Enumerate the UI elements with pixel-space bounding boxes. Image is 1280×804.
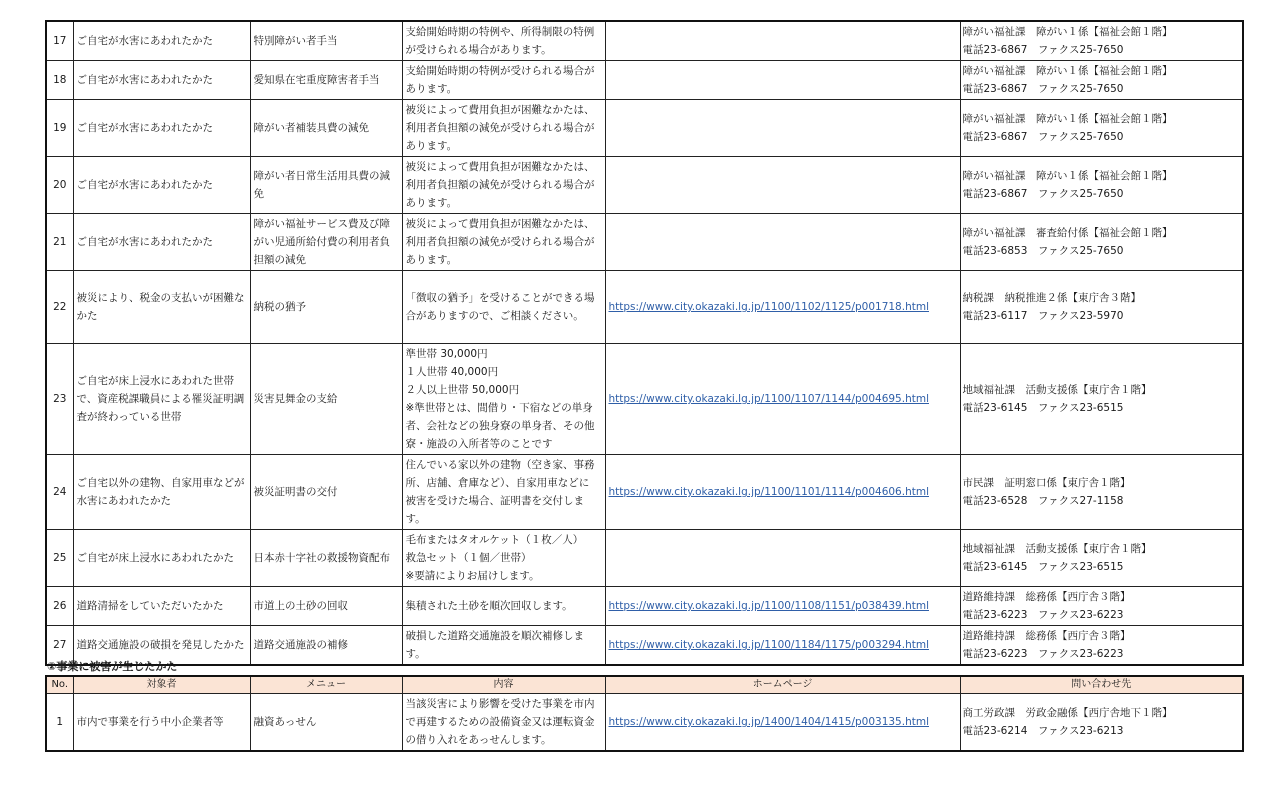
homepage-link[interactable]: https://www.city.okazaki.lg.jp/1100/1184/1175/p003294.html [608, 639, 929, 651]
content-line: 寮・施設の入所者等のことです [405, 438, 553, 450]
inquiry-department: 市民課 証明窓口係【東庁舎１階】 [962, 477, 1131, 489]
content-cell [402, 530, 605, 587]
content-line: 被災によって費用負担が困難なかたは、 [405, 161, 595, 173]
menu-cell: 災害見舞金の支給 [250, 344, 402, 455]
inquiry-department: 道路維持課 総務係【西庁舎３階】 [962, 591, 1131, 603]
content-cell [402, 271, 605, 344]
content-line: 被災によって費用負担が困難なかたは、 [405, 218, 595, 230]
row-number: 25 [46, 530, 73, 587]
menu-cell: 愛知県在宅重度障害者手当 [250, 61, 402, 100]
homepage-cell [605, 530, 960, 587]
homepage-link[interactable]: https://www.city.okazaki.lg.jp/1400/1404/1415/p003135.html [608, 716, 929, 728]
content-line: ２人以上世帯 50,000円 [405, 384, 520, 396]
row-number: 21 [46, 214, 73, 271]
content-line: 集積された土砂を順次回収します。 [405, 600, 573, 612]
inquiry-cell [960, 626, 1243, 666]
homepage-cell [605, 21, 960, 61]
relief-table [45, 20, 1244, 666]
homepage-cell [605, 344, 960, 455]
table-row [46, 21, 1243, 61]
content-cell [402, 344, 605, 455]
inquiry-cell [960, 214, 1243, 271]
content-line: 利用者負担額の減免が受けられる場合が [405, 122, 595, 134]
content-cell [402, 587, 605, 626]
target-cell: 被災により、税金の支払いが困難なかた [73, 271, 250, 344]
inquiry-cell [960, 694, 1243, 752]
header-menu: メニュー [250, 676, 402, 694]
target-cell: ご自宅が床上浸水にあわれたかた [73, 530, 250, 587]
content-line: あります。 [405, 197, 458, 209]
target-cell: ご自宅以外の建物、自家用車などが水害にあわれたかた [73, 455, 250, 530]
business-relief-table [45, 675, 1244, 752]
content-line: 合がありますので、ご相談ください。 [405, 310, 584, 322]
table-row [46, 271, 1243, 344]
homepage-cell [605, 455, 960, 530]
inquiry-cell [960, 530, 1243, 587]
inquiry-department: 障がい福祉課 障がい１係【福祉会館１階】 [962, 113, 1173, 125]
inquiry-department: 障がい福祉課 障がい１係【福祉会館１階】 [962, 170, 1173, 182]
row-number: 26 [46, 587, 73, 626]
homepage-cell [605, 694, 960, 752]
header-no: No. [46, 676, 73, 694]
inquiry-phone-fax: 電話23-6223 ファクス23-6223 [962, 609, 1124, 621]
homepage-cell [605, 271, 960, 344]
inquiry-department: 道路維持課 総務係【西庁舎３階】 [962, 630, 1131, 642]
inquiry-department: 地域福祉課 活動支援係【東庁舎１階】 [962, 384, 1152, 396]
row-number: 23 [46, 344, 73, 455]
content-line: 支給開始時期の特例や、所得制限の特例 [405, 26, 595, 38]
section-heading: ②事業に被害が生じたかた [47, 660, 178, 673]
homepage-cell [605, 100, 960, 157]
table-row [46, 100, 1243, 157]
inquiry-department: 障がい福祉課 障がい１係【福祉会館１階】 [962, 65, 1173, 77]
menu-cell: 日本赤十字社の救援物資配布 [250, 530, 402, 587]
menu-cell: 障がい者日常生活用具費の減免 [250, 157, 402, 214]
row-number: 17 [46, 21, 73, 61]
content-line: 準世帯 30,000円 [405, 348, 488, 360]
homepage-link[interactable]: https://www.city.okazaki.lg.jp/1100/1102/1125/p001718.html [608, 301, 929, 313]
inquiry-department: 障がい福祉課 審査給付係【福祉会館１階】 [962, 227, 1173, 239]
content-line: す。 [405, 648, 426, 660]
inquiry-cell [960, 587, 1243, 626]
content-line: 住んでいる家以外の建物（空き家、事務 [405, 459, 595, 471]
content-line: 「徴収の猶予」を受けることができる場 [405, 292, 595, 304]
inquiry-phone-fax: 電話23-6867 ファクス25-7650 [962, 188, 1124, 200]
content-line: あります。 [405, 83, 458, 95]
row-number: 19 [46, 100, 73, 157]
table-row [46, 455, 1243, 530]
content-cell [402, 61, 605, 100]
inquiry-cell [960, 455, 1243, 530]
row-number: 1 [46, 694, 73, 752]
content-line: 所、店舗、倉庫など）、自家用車などに [405, 477, 590, 489]
inquiry-phone-fax: 電話23-6214 ファクス23-6213 [962, 725, 1124, 737]
row-number: 24 [46, 455, 73, 530]
target-cell: ご自宅が床上浸水にあわれた世帯で、資産税課職員による罹災証明調査が終わっている世帯 [73, 344, 250, 455]
target-cell: 道路交通施設の破損を発見したかた [73, 626, 250, 666]
table-row [46, 61, 1243, 100]
inquiry-cell [960, 21, 1243, 61]
inquiry-phone-fax: 電話23-6145 ファクス23-6515 [962, 561, 1124, 573]
inquiry-phone-fax: 電話23-6223 ファクス23-6223 [962, 648, 1124, 660]
inquiry-cell [960, 61, 1243, 100]
menu-cell: 障がい福祉サービス費及び障がい児通所給付費の利用者負担額の減免 [250, 214, 402, 271]
row-number: 27 [46, 626, 73, 666]
header-inquiry: 問い合わせ先 [960, 676, 1243, 694]
inquiry-cell [960, 344, 1243, 455]
header-content: 内容 [402, 676, 605, 694]
table-row [46, 530, 1243, 587]
header-row [46, 676, 1243, 694]
content-cell [402, 100, 605, 157]
inquiry-phone-fax: 電話23-6867 ファクス25-7650 [962, 44, 1124, 56]
header-homepage: ホームページ [605, 676, 960, 694]
content-line: 毛布またはタオルケット（１枚／人） [405, 534, 584, 546]
menu-cell: 道路交通施設の補修 [250, 626, 402, 666]
content-line: 救急セット（１個／世帯） [405, 552, 532, 564]
inquiry-phone-fax: 電話23-6853 ファクス25-7650 [962, 245, 1124, 257]
menu-cell: 市道上の土砂の回収 [250, 587, 402, 626]
inquiry-phone-fax: 電話23-6117 ファクス23-5970 [962, 310, 1124, 322]
inquiry-cell [960, 157, 1243, 214]
inquiry-department: 納税課 納税推進２係【東庁舎３階】 [962, 292, 1141, 304]
menu-cell: 被災証明書の交付 [250, 455, 402, 530]
inquiry-phone-fax: 電話23-6145 ファクス23-6515 [962, 402, 1124, 414]
menu-cell: 融資あっせん [250, 694, 402, 752]
content-cell [402, 626, 605, 666]
content-line: 被害を受けた場合、証明書を交付しま [405, 495, 584, 507]
inquiry-phone-fax: 電話23-6867 ファクス25-7650 [962, 131, 1124, 143]
row-number: 18 [46, 61, 73, 100]
content-cell [402, 214, 605, 271]
table-row [46, 694, 1243, 752]
homepage-cell [605, 157, 960, 214]
inquiry-phone-fax: 電話23-6528 ファクス27-1158 [962, 495, 1124, 507]
content-line: 利用者負担額の減免が受けられる場合が [405, 236, 595, 248]
menu-cell: 特別障がい者手当 [250, 21, 402, 61]
homepage-cell [605, 214, 960, 271]
content-line: 支給開始時期の特例が受けられる場合が [405, 65, 595, 77]
inquiry-cell [960, 100, 1243, 157]
header-target: 対象者 [73, 676, 250, 694]
target-cell: ご自宅が水害にあわれたかた [73, 214, 250, 271]
content-line: が受けられる場合があります。 [405, 44, 552, 56]
row-number: 22 [46, 271, 73, 344]
homepage-cell [605, 587, 960, 626]
inquiry-department: 障がい福祉課 障がい１係【福祉会館１階】 [962, 26, 1173, 38]
table-row [46, 214, 1243, 271]
content-line: あります。 [405, 140, 458, 152]
homepage-cell [605, 626, 960, 666]
homepage-link[interactable]: https://www.city.okazaki.lg.jp/1100/1108/1151/p038439.html [608, 600, 929, 612]
homepage-link[interactable]: https://www.city.okazaki.lg.jp/1100/1101/1114/p004606.html [608, 486, 929, 498]
inquiry-phone-fax: 電話23-6867 ファクス25-7650 [962, 83, 1124, 95]
content-line: 者、会社などの独身寮の単身者、その他 [405, 420, 595, 432]
target-cell: 道路清掃をしていただいたかた [73, 587, 250, 626]
content-line: の借り入れをあっせんします。 [405, 734, 552, 746]
inquiry-department: 地域福祉課 活動支援係【東庁舎１階】 [962, 543, 1152, 555]
target-cell: ご自宅が水害にあわれたかた [73, 61, 250, 100]
row-number: 20 [46, 157, 73, 214]
homepage-cell [605, 61, 960, 100]
table-row [46, 626, 1243, 666]
table-row [46, 157, 1243, 214]
content-line: ※準世帯とは、間借り・下宿などの単身 [405, 402, 593, 414]
content-cell [402, 157, 605, 214]
content-line: ※要請によりお届けします。 [405, 570, 540, 582]
target-cell: ご自宅が水害にあわれたかた [73, 157, 250, 214]
target-cell: ご自宅が水害にあわれたかた [73, 100, 250, 157]
table-row [46, 587, 1243, 626]
homepage-link[interactable]: https://www.city.okazaki.lg.jp/1100/1107/1144/p004695.html [608, 393, 929, 405]
content-cell [402, 694, 605, 752]
content-line: 利用者負担額の減免が受けられる場合が [405, 179, 595, 191]
inquiry-cell [960, 271, 1243, 344]
target-cell: 市内で事業を行う中小企業者等 [73, 694, 250, 752]
content-line: 被災によって費用負担が困難なかたは、 [405, 104, 595, 116]
content-line: １人世帯 40,000円 [405, 366, 499, 378]
target-cell: ご自宅が水害にあわれたかた [73, 21, 250, 61]
table-row [46, 344, 1243, 455]
menu-cell: 納税の猶予 [250, 271, 402, 344]
content-line: 破損した道路交通施設を順次補修しま [405, 630, 584, 642]
content-line: あります。 [405, 254, 458, 266]
content-line: す。 [405, 513, 426, 525]
content-cell [402, 21, 605, 61]
menu-cell: 障がい者補装具費の減免 [250, 100, 402, 157]
inquiry-department: 商工労政課 労政金融係【西庁舎地下１階】 [962, 707, 1173, 719]
content-line: 当該災害により影響を受けた事業を市内 [405, 698, 595, 710]
content-cell [402, 455, 605, 530]
content-line: で再建するための設備資金又は運転資金 [405, 716, 595, 728]
